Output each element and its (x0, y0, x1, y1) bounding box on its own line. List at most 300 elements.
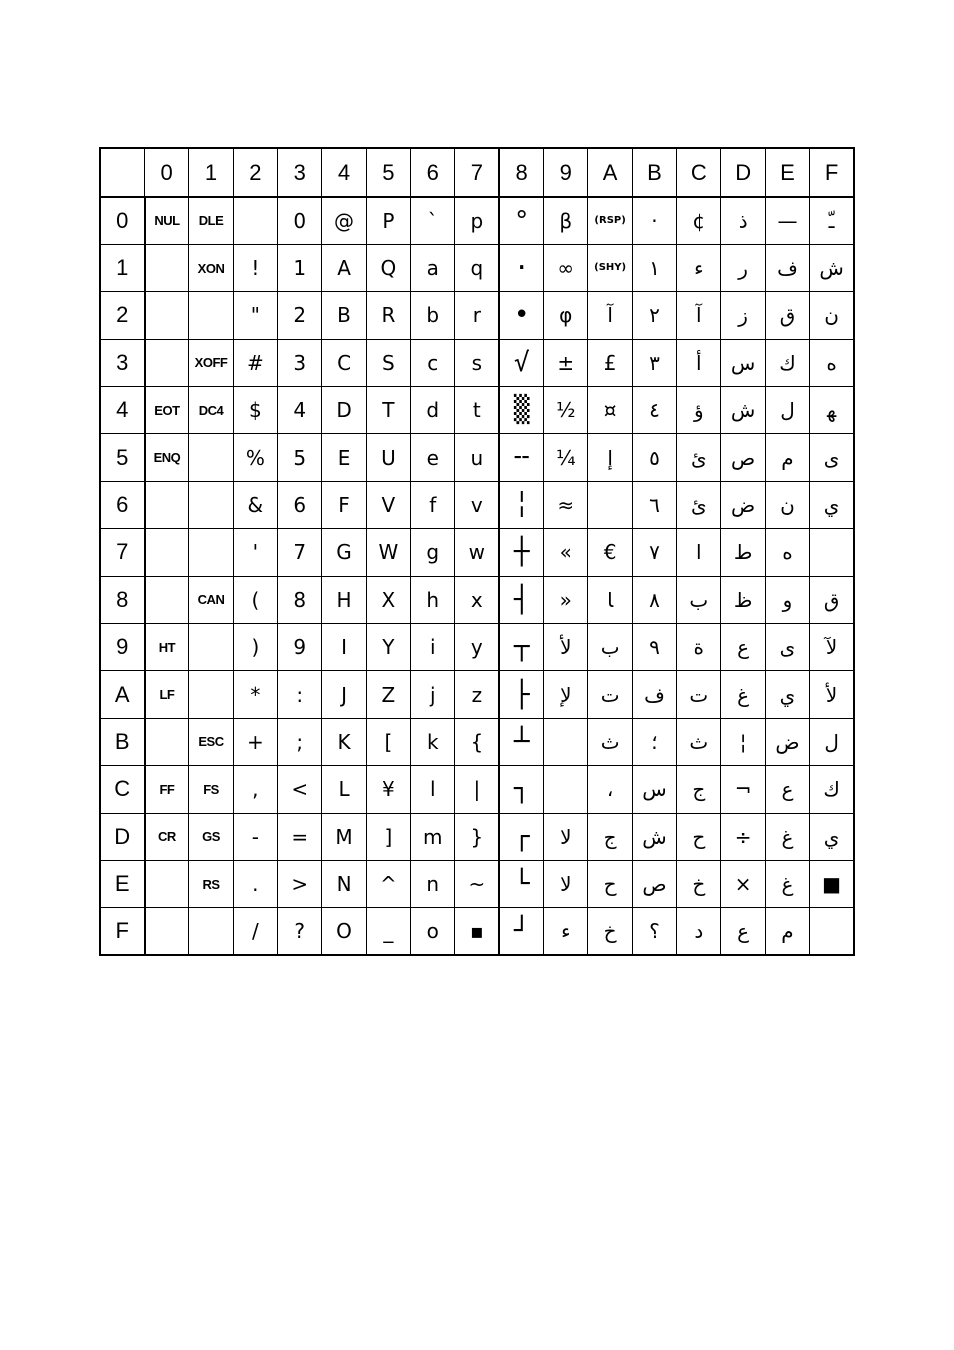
code-cell: o (411, 908, 455, 955)
code-cell: · (632, 197, 676, 244)
row-header-a: A (100, 671, 145, 718)
code-cell: ├ (499, 671, 543, 718)
code-cell: ل (810, 718, 854, 765)
code-cell: ┐ (499, 766, 543, 813)
code-cell: HT (145, 624, 189, 671)
code-cell: FF (145, 766, 189, 813)
table-row (100, 576, 854, 623)
code-cell: C (322, 339, 366, 386)
code-cell: ﻬ (810, 387, 854, 434)
code-cell: ¢ (677, 197, 721, 244)
code-cell: I (322, 624, 366, 671)
table-row (100, 718, 854, 765)
code-cell: , (233, 766, 277, 813)
code-cell: ﻷ (810, 671, 854, 718)
table-row (100, 481, 854, 528)
code-cell: s (455, 339, 499, 386)
code-cell: ث (588, 718, 632, 765)
row-header-b: B (100, 718, 145, 765)
code-cell: ٣ (632, 339, 676, 386)
column-header-9: 9 (544, 148, 588, 197)
code-cell: @ (322, 197, 366, 244)
table-body (100, 197, 854, 955)
code-cell: ﻻ (544, 813, 588, 860)
row-header-1: 1 (100, 244, 145, 291)
table-row (100, 671, 854, 718)
code-cell: + (233, 718, 277, 765)
code-cell: O (322, 908, 366, 955)
code-cell: √ (499, 339, 543, 386)
code-cell: q (455, 244, 499, 291)
code-cell: ص (632, 860, 676, 907)
code-cell: [ (366, 718, 410, 765)
code-cell: β (544, 197, 588, 244)
code-cell: ) (233, 624, 277, 671)
table-row (100, 434, 854, 481)
code-cell: ▒ (499, 387, 543, 434)
code-cell: ﻹ (544, 671, 588, 718)
column-header-c: C (677, 148, 721, 197)
code-cell: ┴ (499, 718, 543, 765)
code-cell: ° (499, 197, 543, 244)
row-header-4: 4 (100, 387, 145, 434)
code-cell: r (455, 292, 499, 339)
column-header-0: 0 (145, 148, 189, 197)
code-cell: l (411, 766, 455, 813)
code-cell: ض (721, 481, 765, 528)
code-cell: GS (189, 813, 233, 860)
code-cell: J (322, 671, 366, 718)
code-cell (145, 908, 189, 955)
code-cell: RS (189, 860, 233, 907)
code-cell: 0 (278, 197, 322, 244)
code-cell: e (411, 434, 455, 481)
table-row (100, 339, 854, 386)
code-cell: م (765, 908, 809, 955)
code-cell: ` (411, 197, 455, 244)
code-cell: ي (810, 813, 854, 860)
code-cell: < (278, 766, 322, 813)
table-row (100, 860, 854, 907)
code-cell: - (233, 813, 277, 860)
code-cell: ؤ (677, 387, 721, 434)
code-cell: & (233, 481, 277, 528)
code-cell: ي (765, 671, 809, 718)
code-cell: ENQ (145, 434, 189, 481)
code-cell: A (322, 244, 366, 291)
column-header-2: 2 (233, 148, 277, 197)
row-header-0: 0 (100, 197, 145, 244)
code-cell: ٥ (632, 434, 676, 481)
code-cell: ت (677, 671, 721, 718)
code-cell: ه (765, 529, 809, 576)
code-cell (189, 908, 233, 955)
code-cell: a (411, 244, 455, 291)
column-header-b: B (632, 148, 676, 197)
code-cell: > (278, 860, 322, 907)
code-cell: ج (677, 766, 721, 813)
code-cell: : (278, 671, 322, 718)
code-cell: — (765, 197, 809, 244)
code-cell: ¦ (721, 718, 765, 765)
code-cell (145, 576, 189, 623)
code-cell: K (322, 718, 366, 765)
code-cell: س (632, 766, 676, 813)
row-header-9: 9 (100, 624, 145, 671)
code-cell: ع (721, 624, 765, 671)
code-cell: أ (677, 339, 721, 386)
code-cell: خ (677, 860, 721, 907)
code-cell: خ (588, 908, 632, 955)
code-cell: ن (765, 481, 809, 528)
code-cell (145, 481, 189, 528)
code-cell: Z (366, 671, 410, 718)
row-header-2: 2 (100, 292, 145, 339)
column-header-f: F (810, 148, 854, 197)
code-cell: f (411, 481, 455, 528)
code-cell: آ (588, 292, 632, 339)
code-cell: ١ (632, 244, 676, 291)
code-cell: t (455, 387, 499, 434)
row-header-d: D (100, 813, 145, 860)
code-cell: ' (233, 529, 277, 576)
code-cell: ك (765, 339, 809, 386)
code-cell: DC4 (189, 387, 233, 434)
code-cell (189, 434, 233, 481)
code-cell: ¬ (721, 766, 765, 813)
code-cell: 1 (278, 244, 322, 291)
code-cell: ش (632, 813, 676, 860)
code-cell: S (366, 339, 410, 386)
code-cell: ٨ (632, 576, 676, 623)
code-cell: ╌ (499, 434, 543, 481)
code-cell (588, 481, 632, 528)
code-cell: U (366, 434, 410, 481)
code-cell: m (411, 813, 455, 860)
code-cell: 2 (278, 292, 322, 339)
code-cell: ; (278, 718, 322, 765)
code-cell: ى (765, 624, 809, 671)
code-cell: ذ (721, 197, 765, 244)
code-cell: H (322, 576, 366, 623)
column-header-6: 6 (411, 148, 455, 197)
code-cell: ± (544, 339, 588, 386)
code-cell (145, 860, 189, 907)
code-cell: ض (765, 718, 809, 765)
code-cell (145, 292, 189, 339)
table-row (100, 529, 854, 576)
row-header-5: 5 (100, 434, 145, 481)
code-cell: ¥ (366, 766, 410, 813)
code-cell: X (366, 576, 410, 623)
code-cell: * (233, 671, 277, 718)
code-cell: ق (765, 292, 809, 339)
code-cell: ئ (677, 434, 721, 481)
code-cell: · (499, 244, 543, 291)
row-header-3: 3 (100, 339, 145, 386)
code-cell: ظ (721, 576, 765, 623)
code-cell: ئ (677, 481, 721, 528)
code-cell: n (411, 860, 455, 907)
code-cell: XON (189, 244, 233, 291)
code-cell: آ (677, 292, 721, 339)
code-cell: G (322, 529, 366, 576)
character-code-table (99, 147, 855, 956)
code-cell: ~ (455, 860, 499, 907)
row-header-6: 6 (100, 481, 145, 528)
code-cell: × (721, 860, 765, 907)
code-cell: ٧ (632, 529, 676, 576)
code-cell: » (544, 576, 588, 623)
code-cell: ه (810, 339, 854, 386)
code-cell: ! (233, 244, 277, 291)
code-cell: y (455, 624, 499, 671)
code-cell: ┼ (499, 529, 543, 576)
code-cell: ء (544, 908, 588, 955)
code-cell: ع (765, 766, 809, 813)
code-cell: ^ (366, 860, 410, 907)
code-cell: DLE (189, 197, 233, 244)
code-cell: w (455, 529, 499, 576)
code-cell (544, 766, 588, 813)
code-cell: CR (145, 813, 189, 860)
code-cell: E (322, 434, 366, 481)
code-cell: ¤ (588, 387, 632, 434)
code-cell (189, 481, 233, 528)
code-cell: ع (721, 908, 765, 955)
code-cell: € (588, 529, 632, 576)
code-cell: ح (588, 860, 632, 907)
code-cell (189, 292, 233, 339)
code-cell: g (411, 529, 455, 576)
code-cell: V (366, 481, 410, 528)
code-cell: ، (588, 766, 632, 813)
code-cell: ( (233, 576, 277, 623)
table-row (100, 292, 854, 339)
code-cell: « (544, 529, 588, 576)
code-cell (810, 529, 854, 576)
code-cell: ٤ (632, 387, 676, 434)
code-cell: ] (366, 813, 410, 860)
code-cell: ش (721, 387, 765, 434)
code-cell: % (233, 434, 277, 481)
code-cell: ق (810, 576, 854, 623)
code-cell: NUL (145, 197, 189, 244)
code-cell: £ (588, 339, 632, 386)
table-row (100, 197, 854, 244)
code-cell: u (455, 434, 499, 481)
code-cell: ش (810, 244, 854, 291)
code-cell: ر (721, 244, 765, 291)
code-cell: م (765, 434, 809, 481)
row-header-7: 7 (100, 529, 145, 576)
code-cell (145, 339, 189, 386)
code-cell: ﻷ (544, 624, 588, 671)
code-cell (233, 197, 277, 244)
code-cell: CAN (189, 576, 233, 623)
code-cell: غ (765, 860, 809, 907)
code-cell: ∞ (544, 244, 588, 291)
code-cell: ص (721, 434, 765, 481)
code-cell: φ (544, 292, 588, 339)
code-cell: FS (189, 766, 233, 813)
column-header-4: 4 (322, 148, 366, 197)
column-header-row (100, 148, 854, 197)
table-row (100, 813, 854, 860)
code-cell: ┤ (499, 576, 543, 623)
code-cell: L (322, 766, 366, 813)
code-cell: XOFF (189, 339, 233, 386)
code-cell: b (411, 292, 455, 339)
code-cell: 8 (278, 576, 322, 623)
code-cell: غ (721, 671, 765, 718)
row-header-e: E (100, 860, 145, 907)
code-cell (189, 671, 233, 718)
code-cell: p (455, 197, 499, 244)
code-cell: 4 (278, 387, 322, 434)
code-cell: د (677, 908, 721, 955)
code-cell: 7 (278, 529, 322, 576)
code-cell: ┘ (499, 908, 543, 955)
code-cell: ط (721, 529, 765, 576)
code-cell: غ (765, 813, 809, 860)
table-row (100, 624, 854, 671)
table-row (100, 766, 854, 813)
code-cell (810, 908, 854, 955)
code-cell: ٢ (632, 292, 676, 339)
code-cell: ٦ (632, 481, 676, 528)
code-cell: = (278, 813, 322, 860)
code-cell: ك (810, 766, 854, 813)
code-cell: ﺎ (588, 576, 632, 623)
code-cell: (RSP) (588, 197, 632, 244)
code-cell: س (721, 339, 765, 386)
code-cell: " (233, 292, 277, 339)
code-cell (544, 718, 588, 765)
code-cell: EOT (145, 387, 189, 434)
column-header-1: 1 (189, 148, 233, 197)
code-cell: # (233, 339, 277, 386)
code-cell: k (411, 718, 455, 765)
code-cell: ﻻ (544, 860, 588, 907)
code-cell: D (322, 387, 366, 434)
code-cell: h (411, 576, 455, 623)
code-cell (145, 718, 189, 765)
code-cell: إ (588, 434, 632, 481)
code-cell: • (499, 292, 543, 339)
code-cell: 9 (278, 624, 322, 671)
row-header-8: 8 (100, 576, 145, 623)
code-cell: ف (632, 671, 676, 718)
row-header-c: C (100, 766, 145, 813)
code-cell: ٩ (632, 624, 676, 671)
code-cell: ¼ (544, 434, 588, 481)
table-row (100, 387, 854, 434)
code-cell: R (366, 292, 410, 339)
code-cell: ف (765, 244, 809, 291)
code-cell: $ (233, 387, 277, 434)
code-cell: d (411, 387, 455, 434)
code-cell: 3 (278, 339, 322, 386)
table-row (100, 244, 854, 291)
code-cell: / (233, 908, 277, 955)
code-cell: ز (721, 292, 765, 339)
code-cell: Y (366, 624, 410, 671)
code-cell: ½ (544, 387, 588, 434)
code-cell: ل (765, 387, 809, 434)
code-cell: i (411, 624, 455, 671)
column-header-d: D (721, 148, 765, 197)
code-cell: P (366, 197, 410, 244)
row-header-f: F (100, 908, 145, 955)
column-header-5: 5 (366, 148, 410, 197)
code-cell: z (455, 671, 499, 718)
code-cell: 5 (278, 434, 322, 481)
code-cell: ■ (810, 860, 854, 907)
code-cell: ÷ (721, 813, 765, 860)
code-cell (145, 244, 189, 291)
code-cell: ة (677, 624, 721, 671)
code-cell: T (366, 387, 410, 434)
code-cell: ح (677, 813, 721, 860)
code-cell: ث (677, 718, 721, 765)
code-cell: N (322, 860, 366, 907)
column-header-e: E (765, 148, 809, 197)
code-cell: j (411, 671, 455, 718)
code-cell: ▪ (455, 908, 499, 955)
code-cell: Q (366, 244, 410, 291)
code-cell: (SHY) (588, 244, 632, 291)
code-cell: F (322, 481, 366, 528)
table-row (100, 908, 854, 955)
code-cell: ┌ (499, 813, 543, 860)
code-cell (189, 624, 233, 671)
column-header-7: 7 (455, 148, 499, 197)
code-cell: ج (588, 813, 632, 860)
code-cell: _ (366, 908, 410, 955)
code-cell (189, 529, 233, 576)
code-cell: W (366, 529, 410, 576)
code-cell: x (455, 576, 499, 623)
code-cell: ب (588, 624, 632, 671)
code-cell: ┬ (499, 624, 543, 671)
code-cell: ب (677, 576, 721, 623)
code-cell: v (455, 481, 499, 528)
column-header-3: 3 (278, 148, 322, 197)
code-cell: } (455, 813, 499, 860)
code-cell: c (411, 339, 455, 386)
code-cell: . (233, 860, 277, 907)
code-cell: ﻵ (810, 624, 854, 671)
code-cell: LF (145, 671, 189, 718)
code-cell: └ (499, 860, 543, 907)
code-cell: ي (810, 481, 854, 528)
column-header-a: A (588, 148, 632, 197)
code-cell: ؟ (632, 908, 676, 955)
code-cell: ـّ (810, 197, 854, 244)
corner-cell (100, 148, 145, 197)
code-cell: ى (810, 434, 854, 481)
code-cell: | (455, 766, 499, 813)
code-cell: ت (588, 671, 632, 718)
code-cell (145, 529, 189, 576)
column-header-8: 8 (499, 148, 543, 197)
code-cell: ا (677, 529, 721, 576)
code-cell: B (322, 292, 366, 339)
code-cell: ESC (189, 718, 233, 765)
code-cell: 6 (278, 481, 322, 528)
code-cell: ن (810, 292, 854, 339)
